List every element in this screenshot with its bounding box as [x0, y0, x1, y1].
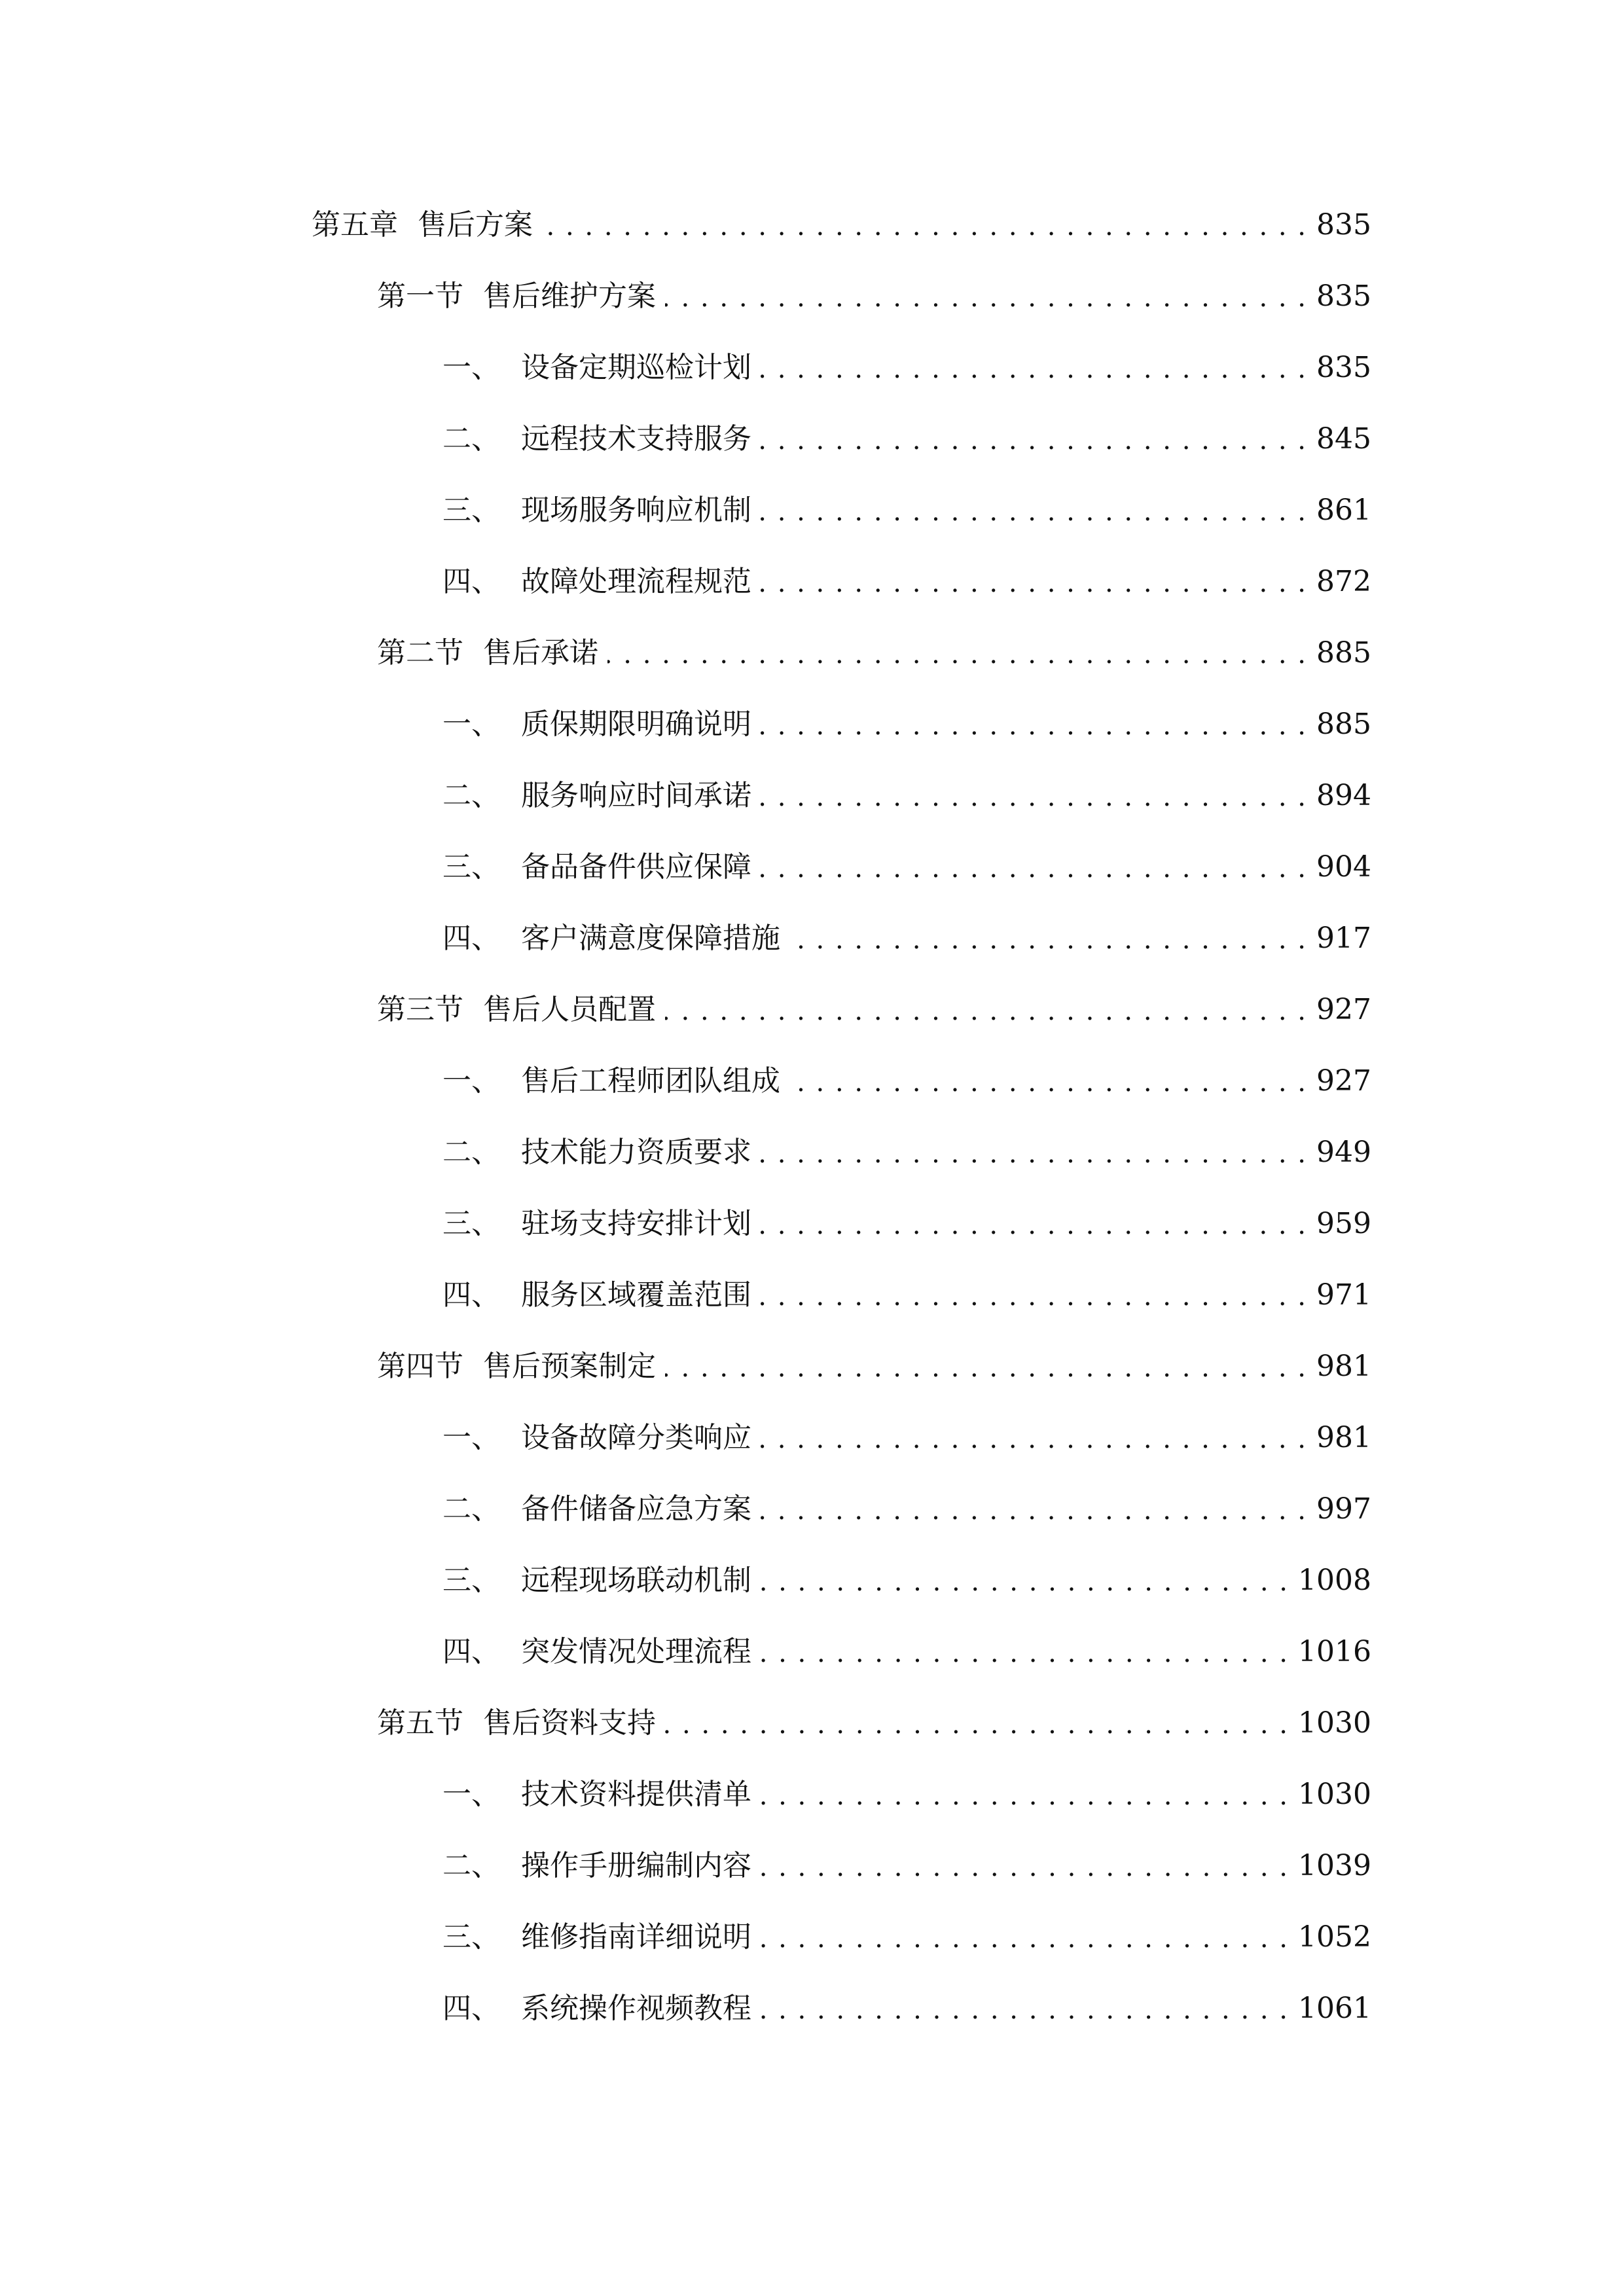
toc-entry-title: 技术资料提供清单: [521, 1778, 751, 1811]
toc-page-number: 927: [1316, 993, 1371, 1026]
toc-entry-number: 一、: [442, 708, 500, 741]
toc-entry-section-1[interactable]: [377, 265, 1371, 311]
toc-entry-item[interactable]: [442, 1050, 1371, 1096]
toc-leader-dots: [789, 924, 1307, 953]
toc-entry-title: 售后工程师团队组成: [521, 1064, 780, 1098]
toc-entry-title: 现场服务响应机制: [521, 493, 751, 527]
toc-entry-item[interactable]: [442, 693, 1371, 739]
toc-entry-section-5[interactable]: [377, 1692, 1371, 1738]
toc-entry-item[interactable]: [442, 907, 1371, 953]
toc-entry-number: 第五章: [312, 208, 398, 242]
toc-leader-dots: [761, 353, 1307, 382]
toc-leader-dots: [761, 1566, 1289, 1595]
toc-entry-number: 四、: [442, 922, 500, 955]
toc-entry-item[interactable]: [442, 1906, 1371, 1952]
toc-entry-number: 二、: [442, 1849, 500, 1882]
toc-leader-dots: [542, 211, 1307, 240]
toc-page-number: 894: [1316, 779, 1371, 812]
toc-leader-dots: [761, 710, 1307, 739]
toc-leader-dots: [665, 1709, 1289, 1738]
toc-entry-number: 第一节: [377, 279, 463, 313]
toc-entry-title: 远程现场联动机制: [521, 1564, 751, 1597]
toc-leader-dots: [761, 1210, 1307, 1238]
toc-entry-title: 售后资料支持: [483, 1706, 656, 1740]
toc-entry-item[interactable]: [442, 1977, 1371, 2023]
toc-entry-number: 一、: [442, 1778, 500, 1811]
toc-entry-chapter-5[interactable]: [312, 194, 1371, 240]
toc-page-number: 835: [1316, 279, 1371, 313]
toc-entry-number: 四、: [442, 1992, 500, 2025]
toc-entry-title: 售后方案: [418, 208, 533, 242]
toc-leader-dots: [761, 1923, 1289, 1952]
toc-entry-item[interactable]: [442, 1763, 1371, 1809]
toc-entry-item[interactable]: [442, 1121, 1371, 1167]
toc-leader-dots: [761, 781, 1307, 810]
toc-page-number: 1061: [1298, 1992, 1371, 2025]
toc-entry-title: 设备定期巡检计划: [521, 351, 751, 384]
toc-leader-dots: [665, 996, 1307, 1024]
toc-leader-dots: [761, 567, 1307, 596]
toc-page-number: 949: [1316, 1136, 1371, 1169]
toc-entry-item[interactable]: [442, 1478, 1371, 1524]
toc-leader-dots: [761, 1638, 1289, 1666]
toc-entry-title: 驻场支持安排计划: [521, 1207, 751, 1240]
toc-page-number: 981: [1316, 1350, 1371, 1383]
toc-entry-title: 备件储备应急方案: [521, 1492, 751, 1526]
toc-entry-title: 远程技术支持服务: [521, 422, 751, 456]
toc-entry-number: 三、: [442, 1564, 500, 1597]
toc-entry-number: 第四节: [377, 1350, 463, 1383]
toc-entry-title: 售后人员配置: [483, 993, 656, 1026]
toc-page-number: 861: [1316, 493, 1371, 527]
toc-entry-number: 三、: [442, 493, 500, 527]
toc-entry-title: 售后维护方案: [483, 279, 656, 313]
toc-entry-number: 二、: [442, 779, 500, 812]
toc-page-number: 872: [1316, 565, 1371, 598]
toc-entry-item[interactable]: [442, 1835, 1371, 1880]
toc-entry-title: 设备故障分类响应: [521, 1421, 751, 1454]
toc-page-number: 959: [1316, 1207, 1371, 1240]
toc-entry-title: 备品备件供应保障: [521, 850, 751, 884]
toc-entry-item[interactable]: [442, 1264, 1371, 1310]
toc-entry-title: 质保期限明确说明: [521, 708, 751, 741]
toc-page-number: 904: [1316, 850, 1371, 884]
toc-leader-dots: [761, 496, 1307, 525]
toc-leader-dots: [761, 1138, 1307, 1167]
toc-entry-number: 四、: [442, 565, 500, 598]
toc-page-number: 885: [1316, 636, 1371, 670]
toc-page-number: 917: [1316, 922, 1371, 955]
toc-entry-number: 四、: [442, 1278, 500, 1312]
toc-page-number: 1052: [1298, 1920, 1371, 1954]
toc-entry-number: 二、: [442, 422, 500, 456]
toc-leader-dots: [761, 1281, 1307, 1310]
toc-entry-title: 故障处理流程规范: [521, 565, 751, 598]
toc-entry-title: 维修指南详细说明: [521, 1920, 751, 1954]
toc-entry-number: 四、: [442, 1635, 500, 1668]
toc-entry-item[interactable]: [442, 764, 1371, 810]
toc-entry-title: 操作手册编制内容: [521, 1849, 751, 1882]
toc-page-number: 1008: [1298, 1564, 1371, 1597]
toc-entry-title: 系统操作视频教程: [521, 1992, 751, 2025]
toc-page-number: 997: [1316, 1492, 1371, 1526]
toc-entry-title: 服务区域覆盖范围: [521, 1278, 751, 1312]
toc-page-number: 835: [1316, 351, 1371, 384]
toc-leader-dots: [665, 1352, 1307, 1381]
toc-entry-item[interactable]: [442, 1621, 1371, 1666]
toc-entry-number: 三、: [442, 1207, 500, 1240]
toc-entry-item[interactable]: [442, 550, 1371, 596]
toc-entry-item[interactable]: [442, 836, 1371, 882]
toc-page-number: 981: [1316, 1421, 1371, 1454]
toc-leader-dots: [607, 639, 1307, 668]
toc-entry-section-4[interactable]: [377, 1335, 1371, 1381]
toc-entry-number: 第五节: [377, 1706, 463, 1740]
toc-page-number: 845: [1316, 422, 1371, 456]
toc-entry-number: 第二节: [377, 636, 463, 670]
toc-page-number: 927: [1316, 1064, 1371, 1098]
toc-page-number: 1016: [1298, 1635, 1371, 1668]
toc-entry-item[interactable]: [442, 479, 1371, 525]
toc-entry-item[interactable]: [442, 408, 1371, 454]
toc-page-number: 1030: [1298, 1706, 1371, 1740]
toc-page-number: 1030: [1298, 1778, 1371, 1811]
toc-entry-title: 售后承诺: [483, 636, 598, 670]
toc-entry-title: 售后预案制定: [483, 1350, 656, 1383]
toc-entry-section-2[interactable]: [377, 622, 1371, 668]
toc-entry-item[interactable]: [442, 1407, 1371, 1452]
toc-entry-number: 一、: [442, 351, 500, 384]
toc-page-number: 1039: [1298, 1849, 1371, 1882]
toc-page-number: 971: [1316, 1278, 1371, 1312]
toc-entry-section-3[interactable]: [377, 978, 1371, 1024]
toc-leader-dots: [761, 1994, 1289, 2023]
toc-entry-number: 一、: [442, 1421, 500, 1454]
toc-leader-dots: [761, 1780, 1289, 1809]
toc-entry-item[interactable]: [442, 1549, 1371, 1595]
toc-leader-dots: [789, 1067, 1307, 1096]
toc-entry-title: 服务响应时间承诺: [521, 779, 751, 812]
toc-entry-item[interactable]: [442, 336, 1371, 382]
toc-leader-dots: [761, 1852, 1289, 1880]
toc-leader-dots: [761, 1424, 1307, 1452]
toc-leader-dots: [665, 282, 1307, 311]
toc-leader-dots: [761, 853, 1307, 882]
toc-entry-number: 二、: [442, 1492, 500, 1526]
toc-entry-number: 一、: [442, 1064, 500, 1098]
toc-entry-number: 二、: [442, 1136, 500, 1169]
toc-entry-item[interactable]: [442, 1193, 1371, 1238]
toc-page-number: 835: [1316, 208, 1371, 242]
toc-leader-dots: [761, 425, 1307, 454]
toc-entry-title: 技术能力资质要求: [521, 1136, 751, 1169]
toc-entry-number: 三、: [442, 850, 500, 884]
toc-entry-number: 三、: [442, 1920, 500, 1954]
toc-entry-title: 突发情况处理流程: [521, 1635, 751, 1668]
toc-page-number: 885: [1316, 708, 1371, 741]
toc-entry-title: 客户满意度保障措施: [521, 922, 780, 955]
toc-entry-number: 第三节: [377, 993, 463, 1026]
toc-leader-dots: [761, 1495, 1307, 1524]
